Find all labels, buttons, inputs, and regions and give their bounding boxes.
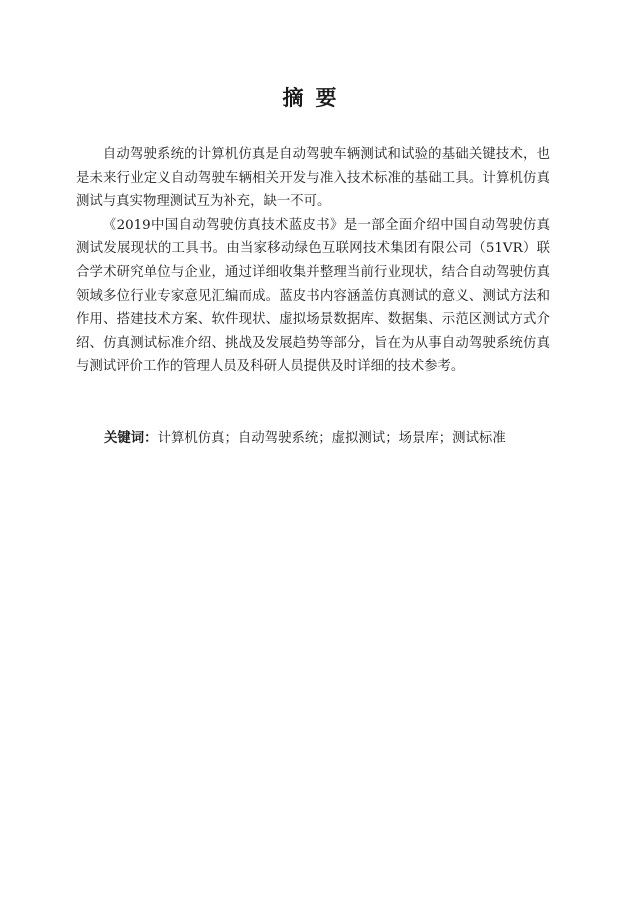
abstract-body bbox=[76, 143, 550, 379]
abstract-paragraph-2: 《2019中国自动驾驶仿真技术蓝皮书》是一部全面介绍中国自动驾驶仿真测试发展现状的工具书。由当家移动绿色互联网技术集团有限公司（51VR）联合学术研究单位与企业，通过详细收集并整理当前行业现状，结合自动驾驶仿真领域多位行业专家意见汇编而成。蓝皮书内容涵盖仿真测试的意义、测试方法和作用、搭建技术方案、软件现状、虚拟场景数据库、数据集、示范区测试方式介绍、仿真测试标准介绍、挑战及发展趋势等部分，旨在为从事自动驾驶系统仿真与测试评价工作的管理人员及科研人员提供及时详细的技术参考。 bbox=[76, 217, 550, 375]
keywords-label: 关键词： bbox=[104, 431, 158, 446]
keywords-list: 计算机仿真；自动驾驶系统；虚拟测试；场景库；测试标准 bbox=[157, 431, 506, 446]
keywords-line bbox=[104, 427, 550, 451]
abstract-paragraph-1: 自动驾驶系统的计算机仿真是自动驾驶车辆测试和试验的基础关键技术，也是未来行业定义自动驾驶车辆相关开发与准入技术标准的基础工具。计算机仿真测试与真实物理测试互为补充，缺一不可。 bbox=[76, 147, 550, 210]
abstract-title: 摘要 bbox=[282, 86, 349, 110]
